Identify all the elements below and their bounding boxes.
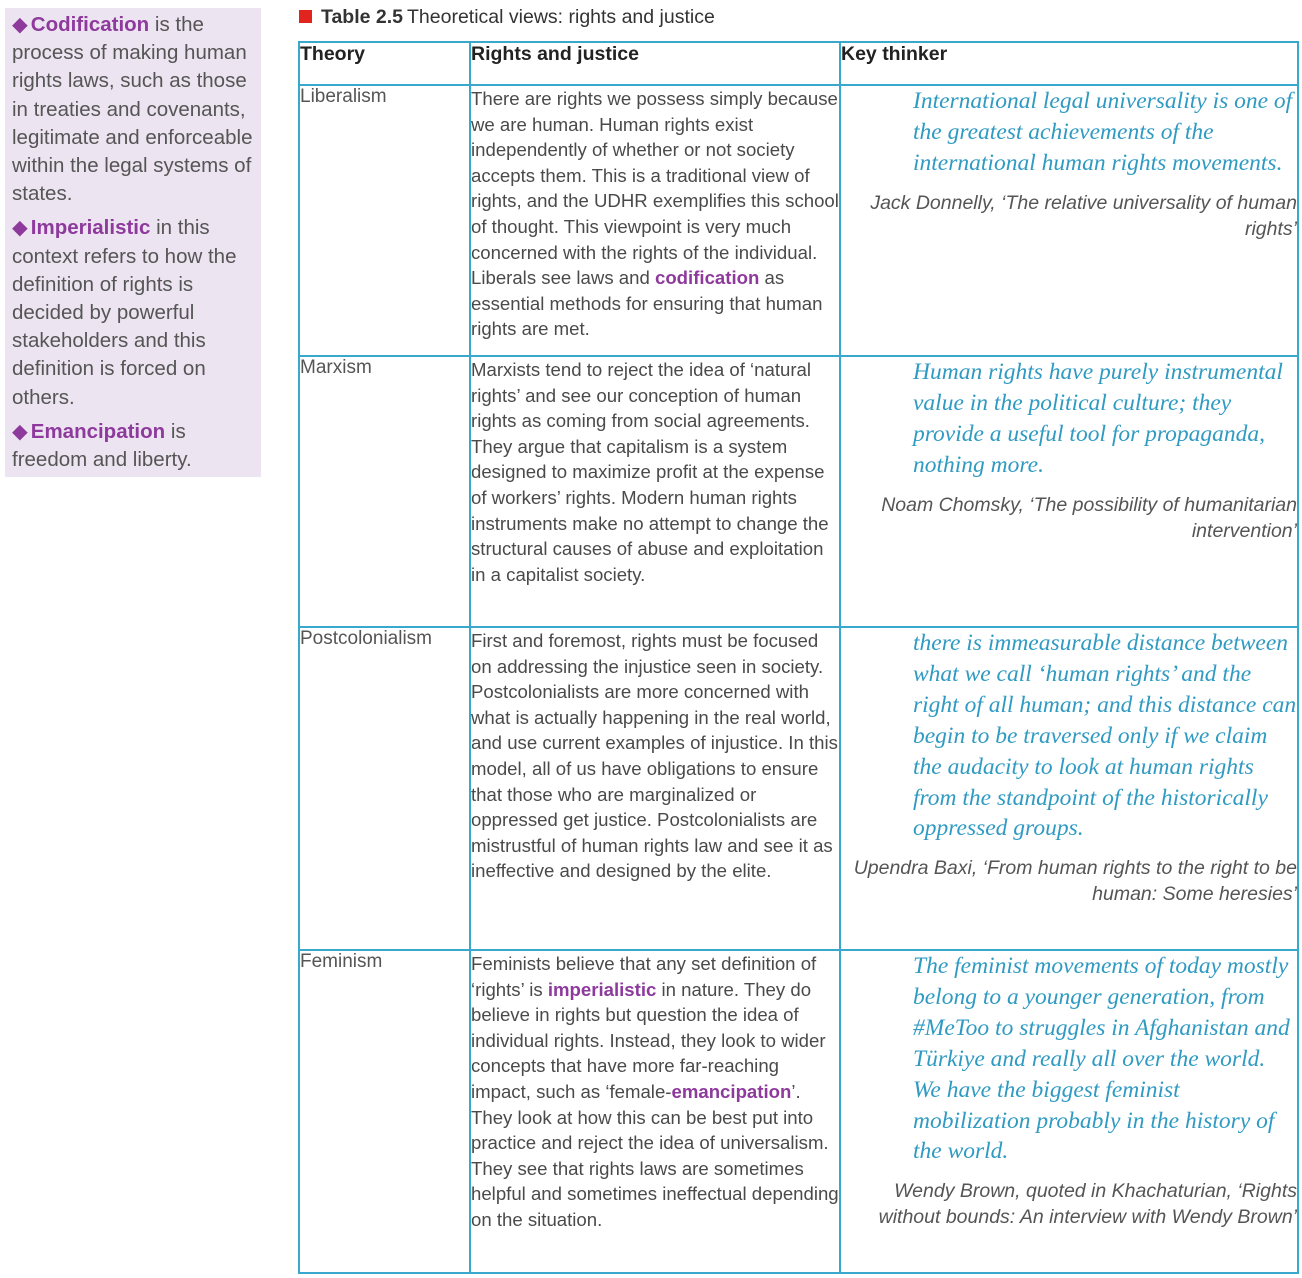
table-row [299, 627, 1298, 950]
table-row [299, 356, 1298, 627]
glossary-keyword: imperialistic [547, 978, 657, 1000]
table-title: Theoretical views: rights and justice [407, 6, 715, 28]
thinker-quote: Human rights have purely instrumental value in the political culture; they provide a useful tool for propaganda, nothing more. [913, 359, 1283, 478]
diamond-bullet-icon: ◆ [12, 216, 28, 240]
diamond-bullet-icon: ◆ [12, 419, 28, 443]
thinker-quote: there is immeasurable distance between what we call ‘human rights’ and the right of all human; and this distance can begin to be traversed only if we claim the audacity to look at human rights from the standpoint of the historically oppressed groups. [913, 630, 1297, 842]
description-text: in nature. They do believe in rights but question the idea of individual rights. Instead, they look to wider concepts that have more far-reaching impact, such as ‘female- [471, 978, 826, 1102]
key-thinker-cell [840, 85, 1298, 356]
quote-attribution: Upendra Baxi, ‘From human rights to the right to be human: Some heresies’ [853, 857, 1297, 906]
glossary-term: Imperialistic [30, 216, 151, 240]
theory-name: Feminism [299, 950, 470, 1273]
header-row [299, 42, 1298, 85]
table-row [299, 950, 1298, 1273]
glossary-keyword: emancipation [671, 1080, 792, 1102]
description-text: First and foremost, rights must be focused on addressing the injustice seen in society. Postcolonialists are more concerned with what is actually happening in the real world, and use current examples of injustice. In this model, all of us have obligations to ensure that those who are marginalized or oppressed get justice. Postcolonialists are mistrustful of human rights law and see it as ineffective and designed by the elite. [471, 630, 838, 882]
quote-attribution: Noam Chomsky, ‘The possibility of humanitarian intervention’ [881, 493, 1297, 542]
key-thinker-cell [840, 356, 1298, 627]
quote-attribution: Jack Donnelly, ‘The relative universality of human rights’ [870, 191, 1297, 240]
glossary-entry-emancipation [12, 418, 261, 474]
description-text: Marxists tend to reject the idea of ‘natural rights’ and see our conception of human rights as coming from social agreements. They argue that capitalism is a system designed to maximize profit at the expense of workers’ rights. Modern human rights instruments make no attempt to change the structural causes of abuse and exploitation in a capitalist society. [471, 359, 829, 585]
quote-attribution: Wendy Brown, quoted in Khachaturian, ‘Rights without bounds: An interview with Wendy Brown’ [878, 1180, 1297, 1229]
glossary-entry-imperialistic [12, 214, 261, 411]
glossary-term: Emancipation [30, 419, 166, 443]
key-thinker-cell [840, 627, 1298, 950]
glossary-sidebar [5, 8, 261, 477]
theory-name: Postcolonialism [299, 627, 470, 950]
header-rights: Rights and justice [470, 42, 840, 85]
rights-description [470, 950, 840, 1273]
description-text: There are rights we possess simply because we are human. Human rights exist independently of whether or not society accepts them. This is a traditional view of rights, and the UDHR exemplifies this school of thought. This viewpoint is very much concerned with the rights of the individual. Liberals see laws and [471, 88, 839, 289]
rights-description [470, 356, 840, 627]
rights-description [470, 85, 840, 356]
glossary-definition: is freedom and liberty. [12, 419, 192, 472]
glossary-definition: is the process of making human rights laws, such as those in treaties and covenants, legitimate and enforceable within the legal systems of states. [12, 13, 253, 206]
description-text: ’. They look at how this can be best put into practice and reject the idea of universalism. They see that rights laws are sometimes helpful and sometimes ineffectual depending on the situation. [471, 1080, 839, 1230]
theories-table [298, 41, 1299, 1274]
glossary-keyword: codification [654, 267, 760, 289]
table-number: Table 2.5 [321, 6, 404, 28]
glossary-term: Codification [30, 13, 150, 36]
table-row [299, 85, 1298, 356]
theory-name: Marxism [299, 356, 470, 627]
rights-description [470, 627, 840, 950]
glossary-entry-codification [12, 11, 261, 208]
key-thinker-cell [840, 950, 1298, 1273]
description-text: Feminists believe that any set definition of ‘rights’ is [471, 953, 817, 1000]
header-theory: Theory [299, 42, 470, 85]
diamond-bullet-icon: ◆ [12, 13, 28, 36]
header-thinker: Key thinker [840, 42, 1298, 85]
red-square-icon [299, 10, 312, 23]
glossary-definition: in this context refers to how the definition of rights is decided by powerful stakeholders and this definition is forced on others. [12, 216, 237, 409]
thinker-quote: The feminist movements of today mostly belong to a younger generation, from #MeToo to struggles in Afghanistan and Türkiye and really all over the world. We have the biggest feminist mobilization probably in the history of the world. [913, 953, 1290, 1165]
thinker-quote: International legal universality is one of the greatest achievements of the international human rights movements. [913, 88, 1293, 176]
theory-name: Liberalism [299, 85, 470, 356]
table-caption [299, 5, 715, 29]
description-text: as essential methods for ensuring that human rights are met. [471, 267, 823, 340]
